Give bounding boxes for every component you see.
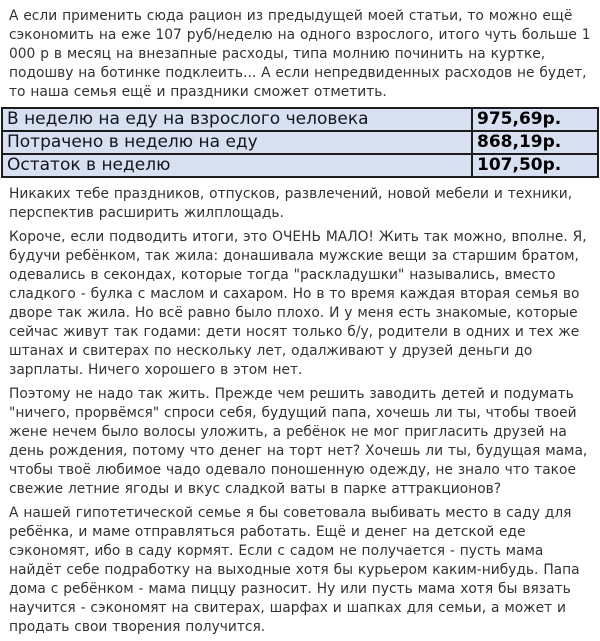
- paragraph-no-holidays: Никаких тебе праздников, отпусков, развлечений, новой мебели и техники, перспектив расширить жилплощадь.: [9, 186, 573, 221]
- paragraph-summary: Короче, если подводить итоги, это ОЧЕНЬ МАЛО! Жить так можно, вполне. Я, будучи ребёнком, так жила: донашивала мужские вещи за старшим братом, одевались в секондах, которые тогда "раскладушки" назывались, вместо сладкого - булка с маслом и сахаром. Но в то время каждая вторая семья во дворе так жила. Но всё равно было плохо. И у меня есть знакомые, которые сейчас живут так годами: дети носят только б/у, родители в одних и тех же штанах и свитерах по нескольку лет, одалживают у друзей деньги до зарплаты. Ничего хорошего в этом нет.: [9, 229, 587, 378]
- budget-table-row: [2, 108, 598, 131]
- budget-row-value: 975,69р.: [472, 108, 598, 131]
- budget-table-row: [2, 154, 598, 177]
- budget-row-label: В неделю на еду на взрослого человека: [2, 108, 472, 131]
- budget-table-row: [2, 131, 598, 154]
- paragraph-intro: А если применить сюда рацион из предыдущей моей статьи, то можно ещё сэкономить на еже 107 руб/неделю на одного взрослого, итого чуть больше 1 000 р в месяц на внезапные расходы, типа молнию починить на куртке, подошву на ботинке подклеить... А если непредвиденных расходов не будет, то наша семья ещё и праздники сможет отметить.: [9, 8, 591, 100]
- budget-row-label: Остаток в неделю: [2, 154, 472, 177]
- paragraph-recommendation: А нашей гипотетической семье я бы советовала выбивать место в саду для ребёнка, и маме отправляться работать. Ещё и денег на детской еде сэкономят, ибо в саду кормят. Если с садом не получается - пусть мама найдёт себе подработку на выходные хотя бы курьером каким-нибудь. Папа дома с ребёнком - мама пиццу разносит. Ну или пусть мама хотя бы вязать научится - сэкономят на свитерах, шарфах и шапках для семьи, а может и продать свои творения получится.: [9, 505, 580, 635]
- budget-row-value: 868,19р.: [472, 131, 598, 154]
- paragraph-advice: Поэтому не надо так жить. Прежде чем решить заводить детей и подумать "ничего, прорвёмся" спроси себя, будущий папа, хочешь ли ты, чтобы твоей жене нечем было волосы уложить, а ребёнок не мог пригласить друзей на день рождения, потому что денег на торт нет? Хочешь ли ты, будущая мама, чтобы твоё любимое чадо одевало поношенную одежду, не знало что такое свежие летние ягоды и вкус сладкой ваты в парке аттракционов?: [9, 386, 588, 497]
- budget-row-label: Потрачено в неделю на еду: [2, 131, 472, 154]
- budget-table: [1, 107, 599, 178]
- budget-row-value: 107,50р.: [472, 154, 598, 177]
